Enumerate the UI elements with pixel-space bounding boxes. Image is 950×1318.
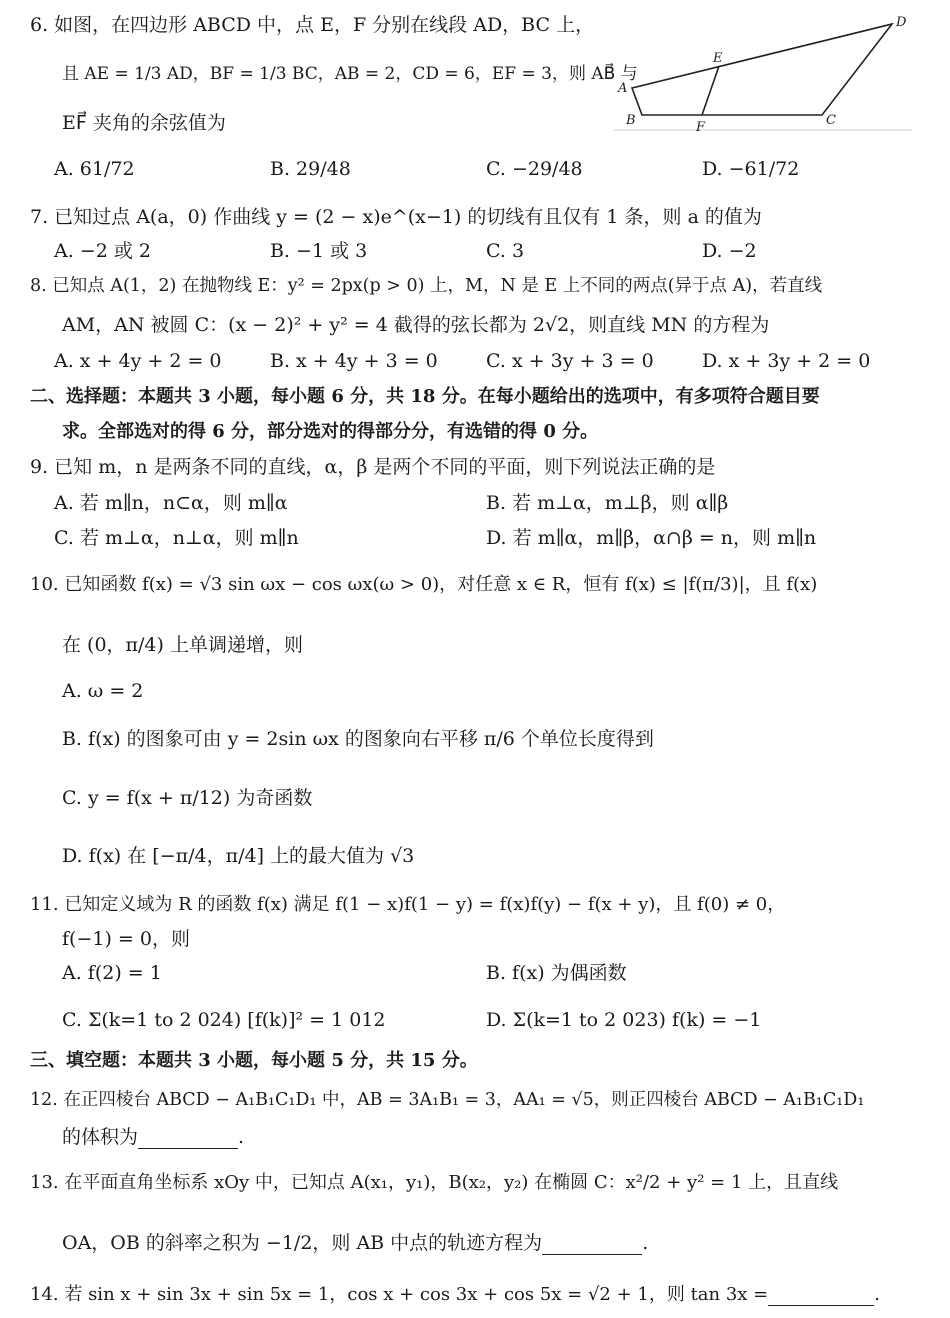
q7-option-a: A. −2 或 2: [54, 240, 151, 262]
section2-heading-cont: 求。全部选对的得 6 分，部分选对的得部分分，有选错的得 0 分。: [62, 421, 599, 442]
q7-option-d: D. −2: [702, 240, 757, 262]
q7-option-b: B. −1 或 3: [270, 240, 368, 262]
q13-period: .: [642, 1232, 649, 1254]
q11-line2: f(−1) = 0，则: [62, 928, 190, 950]
q6-option-d: D. −61/72: [702, 158, 800, 180]
q9-stem: 9. 已知 m，n 是两条不同的直线，α，β 是两个不同的平面，则下列说法正确的是: [30, 456, 716, 478]
quadrilateral-figure: [612, 12, 914, 136]
q7-option-c: C. 3: [486, 240, 525, 262]
q14-period: .: [874, 1284, 880, 1305]
q8-option-c: C. x + 3y + 3 = 0: [486, 350, 654, 372]
q11-option-b: B. f(x) 为偶函数: [486, 962, 627, 984]
q11-option-d: D. Σ(k=1 to 2 023) f(k) = −1: [486, 1009, 762, 1031]
q6-option-a: A. 61/72: [54, 158, 135, 180]
q9-option-a: A. 若 m∥n，n⊂α，则 m∥α: [54, 492, 288, 514]
q10-line2: 在 (0，π/4) 上单调递增，则: [62, 634, 303, 656]
q7-stem: 7. 已知过点 A(a，0) 作曲线 y = (2 − x)e^(x−1) 的切线有且仅有 1 条，则 a 的值为: [30, 206, 762, 228]
q9-option-c: C. 若 m⊥α，n⊥α，则 m∥n: [54, 527, 299, 549]
q9-option-d: D. 若 m∥α，m∥β，α∩β = n，则 m∥n: [486, 527, 817, 549]
q10-line1: 10. 已知函数 f(x) = √3 sin ωx − cos ωx(ω > 0)，对任意 x ∈ R，恒有 f(x) ≤ |f(π/3)|，且 f(x): [30, 574, 818, 595]
q12-period: .: [238, 1126, 245, 1148]
section2-heading: 二、选择题：本题共 3 小题，每小题 6 分，共 18 分。在每小题给出的选项中，有多项符合题目要: [30, 386, 820, 407]
q11-line1: 11. 已知定义域为 R 的函数 f(x) 满足 f(1 − x)f(1 − y) = f(x)f(y) − f(x + y)，且 f(0) ≠ 0，: [30, 894, 786, 915]
q12-line2-text: 的体积为: [62, 1126, 139, 1148]
q11-option-c: C. Σ(k=1 to 2 024) [f(k)]² = 1 012: [62, 1009, 386, 1031]
q10-option-b: B. f(x) 的图象可由 y = 2sin ωx 的图象向右平移 π/6 个单位长度得到: [62, 728, 654, 750]
segment-ef: [702, 66, 719, 115]
q10-option-a: A. ω = 2: [62, 680, 144, 702]
q13-answer-blank[interactable]: [542, 1233, 642, 1255]
q14-text: 14. 若 sin x + sin 3x + sin 5x = 1，cos x + cos 3x + cos 5x = √2 + 1，则 tan 3x =: [30, 1284, 769, 1305]
q8-line2: AM，AN 被圆 C：(x − 2)² + y² = 4 截得的弦长都为 2√2，则直线 MN 的方程为: [62, 314, 770, 336]
q12-line2: [62, 1126, 244, 1149]
q6-line1: 6. 如图，在四边形 ABCD 中，点 E，F 分别在线段 AD，BC 上，: [30, 14, 595, 36]
q6-line2: 且 AE = 1/3 AD，BF = 1/3 BC，AB = 2，CD = 6，EF = 3，则 AB⃗ 与: [62, 64, 638, 84]
q8-line1: 8. 已知点 A(1，2) 在抛物线 E：y² = 2px(p > 0) 上，M，N 是 E 上不同的两点(异于点 A)，若直线: [30, 276, 823, 296]
label-f: F: [696, 120, 706, 135]
label-d: D: [896, 15, 907, 30]
q12-answer-blank[interactable]: [138, 1127, 238, 1149]
q10-option-c: C. y = f(x + π/12) 为奇函数: [62, 787, 313, 809]
q13-line2-text: OA，OB 的斜率之积为 −1/2，则 AB 中点的轨迹方程为: [62, 1232, 543, 1254]
q14-answer-blank[interactable]: [768, 1285, 874, 1306]
q6-option-c: C. −29/48: [486, 158, 583, 180]
q12-line1: 12. 在正四棱台 ABCD − A₁B₁C₁D₁ 中，AB = 3A₁B₁ = 3，AA₁ = √5，则正四棱台 ABCD − A₁B₁C₁D₁: [30, 1090, 865, 1110]
label-e: E: [713, 51, 723, 66]
q14-line1: [30, 1284, 880, 1306]
q6-line3: EF⃗ 夹角的余弦值为: [62, 112, 226, 134]
label-c: C: [826, 113, 836, 128]
label-a: A: [618, 81, 628, 96]
section3-heading: 三、填空题：本题共 3 小题，每小题 5 分，共 15 分。: [30, 1050, 478, 1071]
q11-option-a: A. f(2) = 1: [62, 962, 162, 984]
q8-option-b: B. x + 4y + 3 = 0: [270, 350, 438, 372]
q13-line1: 13. 在平面直角坐标系 xOy 中，已知点 A(x₁，y₁)，B(x₂，y₂) 在椭圆 C：x²/2 + y² = 1 上，且直线: [30, 1172, 839, 1193]
q10-option-d: D. f(x) 在 [−π/4，π/4] 上的最大值为 √3: [62, 845, 415, 867]
label-b: B: [626, 113, 636, 128]
quad-outline: [632, 24, 892, 115]
q13-line2: [62, 1232, 648, 1255]
q6-option-b: B. 29/48: [270, 158, 351, 180]
q8-option-d: D. x + 3y + 2 = 0: [702, 350, 871, 372]
q8-option-a: A. x + 4y + 2 = 0: [54, 350, 222, 372]
q9-option-b: B. 若 m⊥α，m⊥β，则 α∥β: [486, 492, 729, 514]
